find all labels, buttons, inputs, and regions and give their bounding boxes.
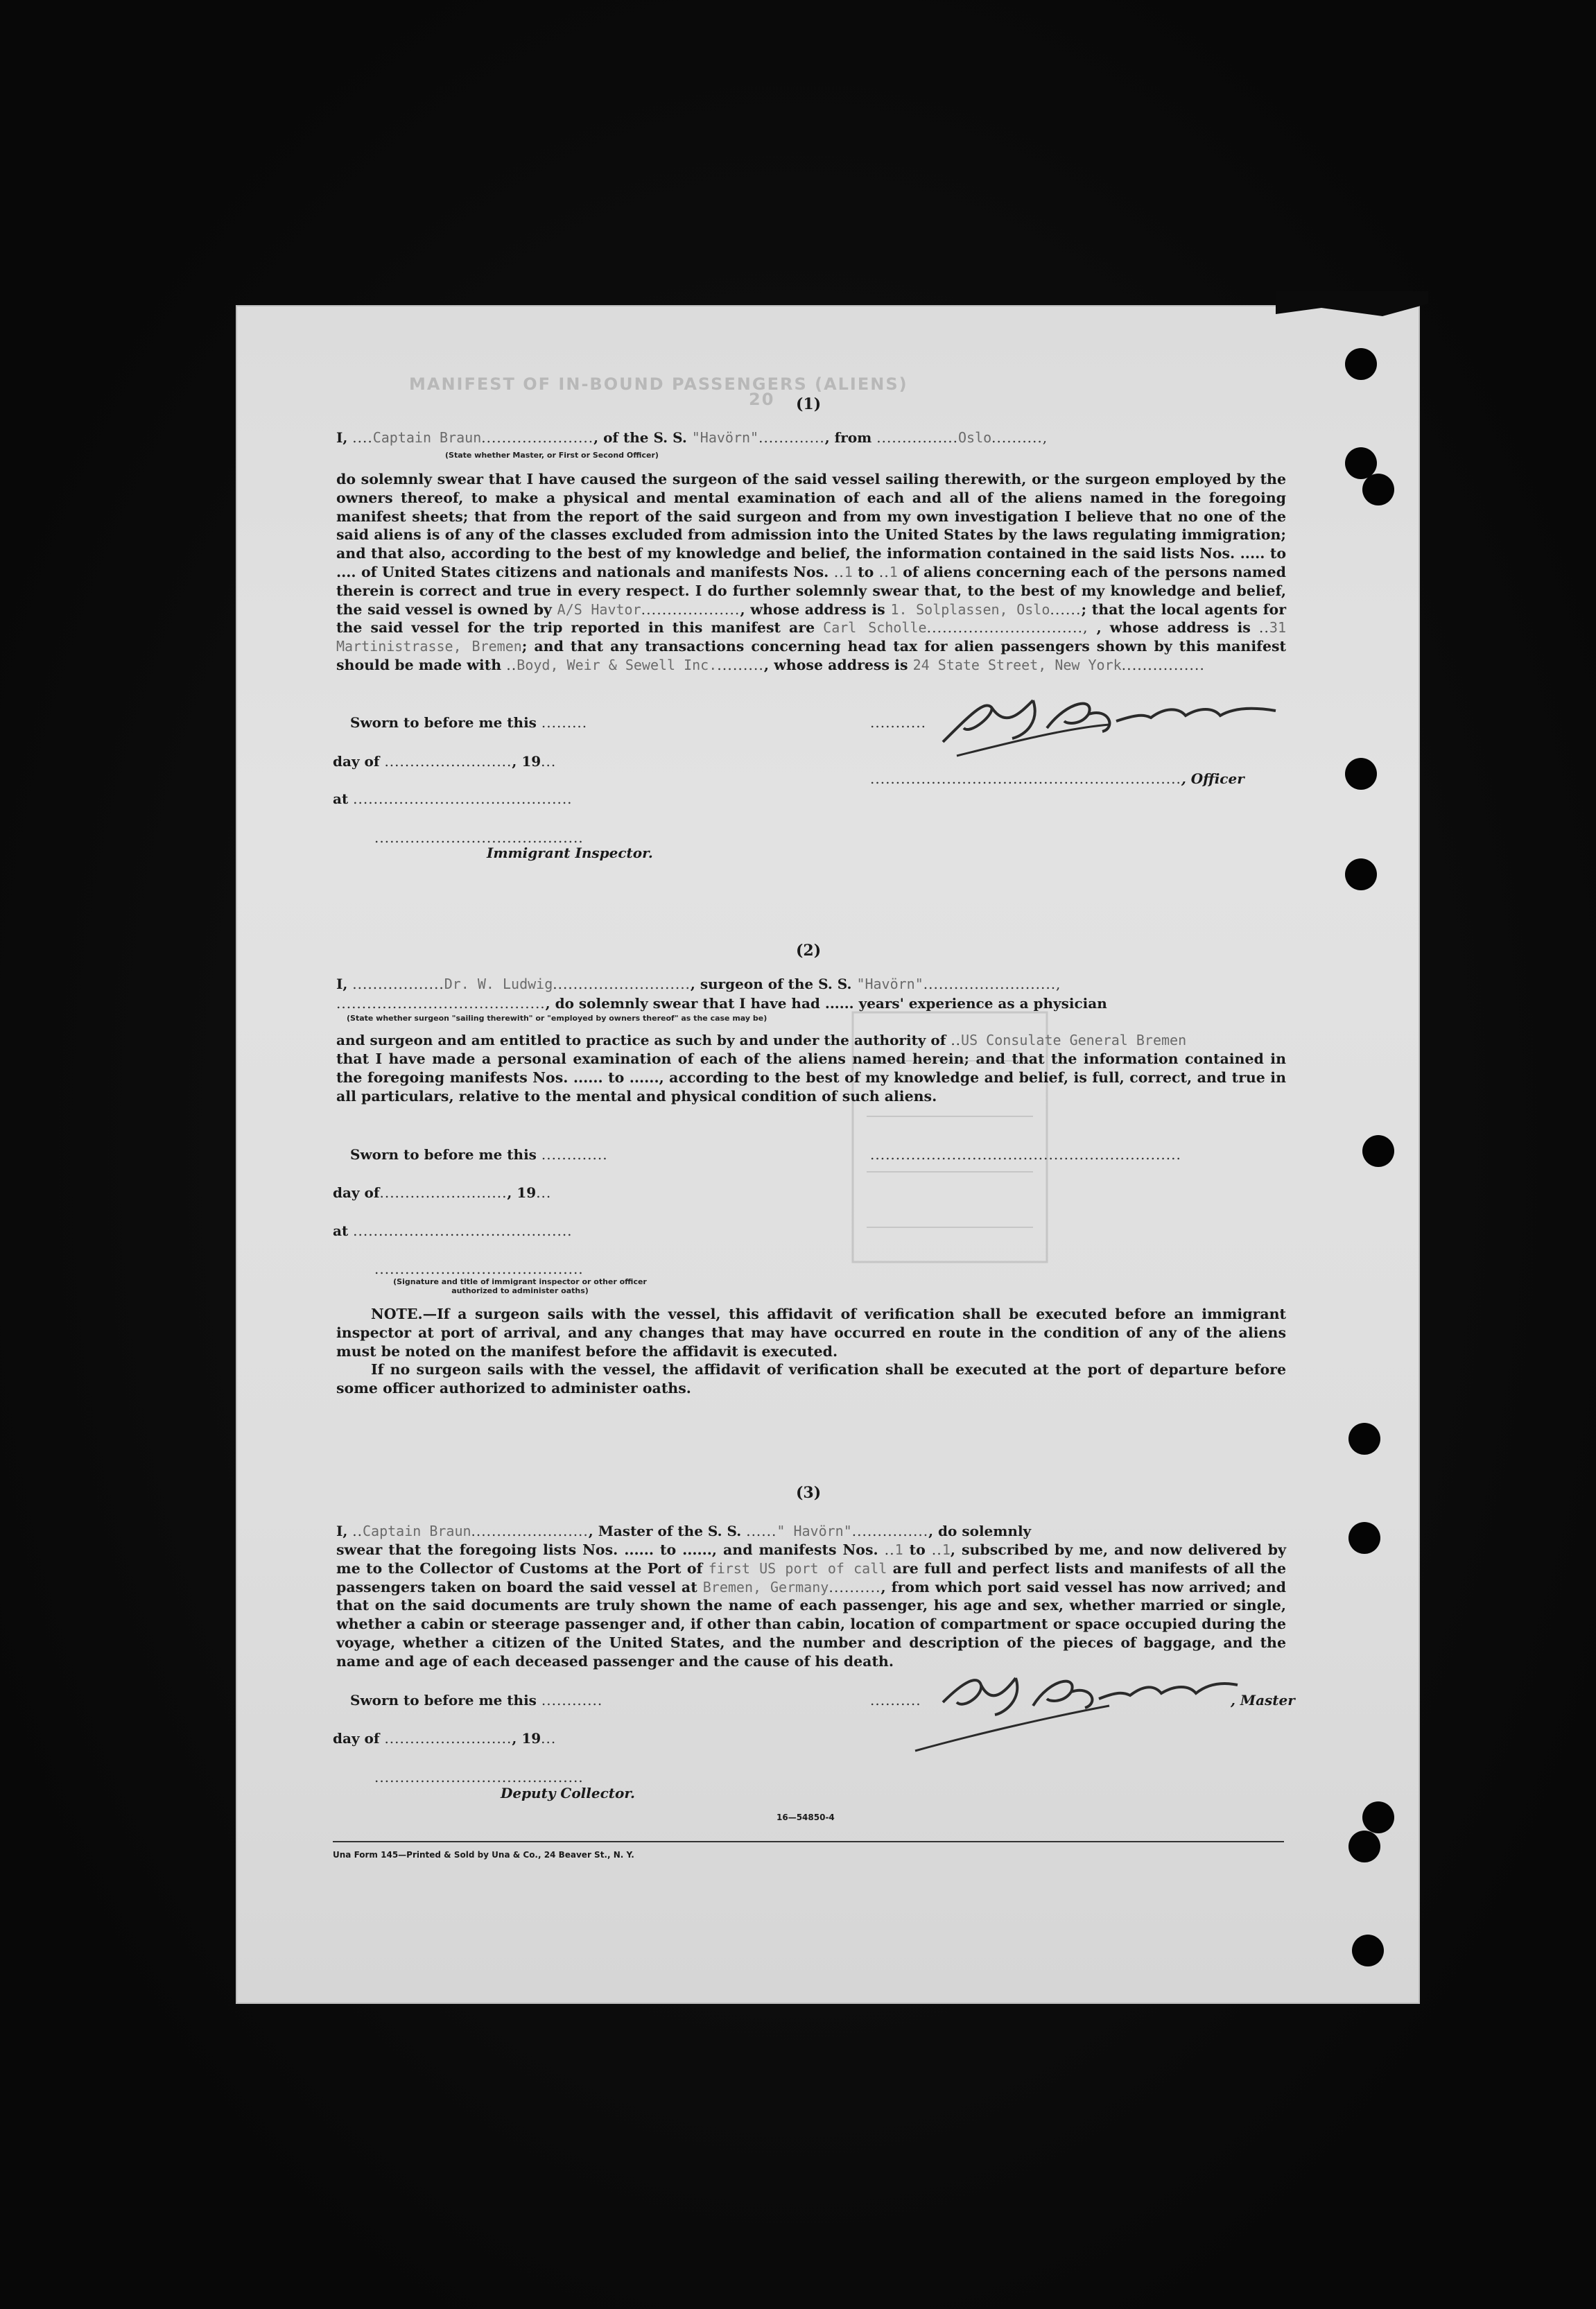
at-label: at xyxy=(333,1222,349,1239)
section-3-oath-body: swear that the foregoing lists Nos. ...... to ......, and manifests Nos. ..1 to ..1, subscribed by me, and now delivered by me to the Collector of Customs at the Port of first US port of call are full and perfect lists and manifests of all the passengers taken on board the said vessel at Bremen, Germany.........., from which port said vessel has now arrived; and that on the said documents are truly shown the name of each passenger, his age and sex, whether married or single, whether a cabin or steerage passenger and, if other than cabin, location of compartment or space occupied during the voyage, whether a citizen of the United States, and the number and description of the pieces of baggage, and the name and age of each deceased passenger and the cause of his death. xyxy=(336,1541,1287,1670)
master-oath-text-c: are full and perfect lists and manifests of all the passengers taken on board the said vessel at xyxy=(336,1559,1286,1595)
section-2-signature-caption: (Signature and title of immigrant inspector or other officer authorized to administer oaths) xyxy=(393,1277,647,1295)
section-3-number: (3) xyxy=(796,1484,822,1502)
punch-hole xyxy=(1348,1831,1380,1862)
label-master-of: , Master of the S. S. xyxy=(588,1523,747,1539)
section-1-declarant-line: I, ....Captain Braun......................, of the S. S. "Havörn"............., from ................Oslo.........., xyxy=(336,429,1048,446)
inspector-caption: Immigrant Inspector. xyxy=(487,845,653,861)
vessel-name: "Havörn" xyxy=(856,976,923,992)
master-oath-text-d: , from which port said vessel has now arrived; and that on the said documents are truly shown the name of each passenger, his age and sex, whether married or single, whether a cabin or steerage passenger and, if other than cabin, location of compartment or space occupied during the voyage, whether a citizen of the United States, and the number and description of the pieces of baggage, and the name and age of each deceased passenger and the cause of his death. xyxy=(336,1578,1286,1670)
vessel-owner: A/S Havtor xyxy=(557,600,641,618)
form-code: 16—54850-4 xyxy=(777,1813,835,1822)
head-tax-address: 24 State Street, New York xyxy=(912,656,1122,673)
label-surgeon-of: , surgeon of the S. S. xyxy=(690,976,857,992)
footer-rule xyxy=(333,1841,1284,1842)
sworn-label: Sworn to before me this xyxy=(350,1146,537,1163)
sworn-line-1: Sworn to before me this ......... xyxy=(350,714,588,731)
surgeon-name: Dr. W. Ludwig xyxy=(444,976,553,992)
section-1-caption: (State whether Master, or First or Second Officer) xyxy=(445,451,659,460)
punch-hole xyxy=(1345,758,1377,790)
punch-hole xyxy=(1345,348,1377,380)
day-of-label: day of xyxy=(333,1184,380,1201)
punch-hole xyxy=(1362,1135,1394,1167)
punch-hole xyxy=(1348,1423,1380,1455)
deputy-collector-caption: Deputy Collector. xyxy=(501,1785,636,1801)
punch-hole xyxy=(1352,1935,1384,1966)
label-to: to xyxy=(903,1541,932,1558)
sworn-line-3: Sworn to before me this ............ xyxy=(350,1692,603,1709)
officer-line: ............................................................., Officer xyxy=(870,770,1244,787)
section-1-oath-body: do solemnly swear that I have caused the surgeon of the said vessel sailing therewith, or the surgeon employed by the owners thereof, to make a physical and mental examination of each and all of the aliens named in the foregoing manifest sheets; that from the report of the said surgeon and from my own investigation I believe that no one of the said aliens is of any of the classes excluded from admission into the United States by the laws regulating immigration; and that also, according to the best of my knowledge and belief, the information contained in the said lists Nos. ..... to .... of United States citizens and nationals and manifests Nos. ..1 to ..1 of aliens concerning each of the persons named therein is correct and true in every respect. I do further solemnly swear that, to the best of my knowledge and belief, the said vessel is owned by A/S Havtor..................., whose address is 1. Solplassen, Oslo......; that the local agents for the said vessel for the trip reported in this manifest are Carl Scholle.............................., , whose address is ..31 Martinistrasse, Bremen; and that any transactions concerning head tax for alien passengers shown by this manifest should be made with ..Boyd, Weir & Sewell Inc.........., whose address is 24 State Street, New York................ xyxy=(336,471,1287,673)
note-text-2: If no surgeon sails with the vessel, the affidavit of verification shall be executed at the port of departure before some officer authorized to administer oaths. xyxy=(336,1361,1286,1397)
master-caption: , Master xyxy=(1231,1692,1295,1709)
oath-text-a: do solemnly swear that I have caused the surgeon of the said vessel sailing therewith, or the surgeon employed by the owners thereof, to make a physical and mental examination of each and all of the aliens named in the foregoing manifest sheets; that from the report of the said surgeon and from my own investigation I believe that no one of the said aliens is of any of the classes excluded from admission into the United States by the laws regulating immigration; and that also, according to the best of my knowledge and belief, the information contained in the said lists Nos. ..... to .... of United States citizens and nationals and manifests Nos. xyxy=(336,471,1286,580)
departure-port: Oslo xyxy=(958,429,992,446)
officer-caption: , Officer xyxy=(1181,770,1244,787)
officer-dots-2: ......................................... xyxy=(374,1261,584,1277)
year-prefix: , 19 xyxy=(512,1730,541,1747)
day-of-line-1: day of ........................., 19... xyxy=(333,753,557,770)
label-of-ss: , of the S. S. xyxy=(593,429,692,446)
at-label: at xyxy=(333,790,349,807)
port-of-arrival: first US port of call xyxy=(708,1559,887,1577)
label-i: I, xyxy=(336,976,353,992)
master-signature-line: .......... xyxy=(870,1692,921,1709)
at-line-1: at ........................................... xyxy=(333,790,573,807)
day-of-line-2: day of........................., 19... xyxy=(333,1184,552,1201)
label-agent-address: , whose address is xyxy=(1096,619,1259,637)
head-tax-text: ; and that any transactions concerning head tax for alien passengers shown by this manifest should be made with xyxy=(336,638,1286,673)
section-2-surgeon-line: I, ..................Dr. W. Ludwig..........................., surgeon of the S. S. "Havörn".........................., xyxy=(336,976,1061,992)
vessel-name: "Havörn" xyxy=(691,429,759,446)
section-2-number: (2) xyxy=(796,942,822,960)
agent-address: 31 Martinistrasse, Bremen xyxy=(336,619,1287,655)
day-of-label: day of xyxy=(333,753,380,770)
agents-text: ; that the local agents for the said vessel for the trip reported in this manifest are xyxy=(336,600,1286,637)
punch-hole xyxy=(1362,1801,1394,1833)
section-2-experience-line: ........................................., do solemnly swear that I have had ...... years' experience as a physician xyxy=(336,995,1107,1012)
section-2-oath-body xyxy=(336,1050,1286,1105)
inspector-dots: ......................................... xyxy=(374,829,584,846)
manifest-no-from: 1 xyxy=(894,1541,903,1558)
port-of-embarkation: Bremen, Germany xyxy=(702,1578,829,1595)
label-owner-address: , whose address is xyxy=(740,600,891,618)
year-prefix: , 19 xyxy=(507,1184,537,1201)
master-name: Captain Braun xyxy=(372,429,482,446)
surgeon-oath-text: that I have made a personal examination of each of the aliens named herein; and that the information contained in the foregoing manifests Nos. ...... to ......, according to the best of my knowledge and belief, is full, correct, and true in all particulars, relative to the mental and physical condition of such aliens. xyxy=(336,1050,1286,1105)
master-oath-text-b: , subscribed by me, and now delivered by me to the Collector of Customs at the Port of xyxy=(336,1541,1287,1577)
manifest-no-to: 1 xyxy=(942,1541,951,1558)
master-oath-text-a: swear that the foregoing lists Nos. ...... to ......, and manifests Nos. xyxy=(336,1541,885,1558)
authority-text: and surgeon and am entitled to practice as such by and under the authority of xyxy=(336,1032,951,1048)
punch-hole xyxy=(1348,1522,1380,1554)
day-of-label: day of xyxy=(333,1730,380,1747)
section-1-number: (1) xyxy=(796,395,822,413)
head-tax-agent: Boyd, Weir & Sewell Inc. xyxy=(517,656,718,673)
section-2-authority-line: and surgeon and am entitled to practice as such by and under the authority of ..US Consulate General Bremen xyxy=(336,1032,1187,1048)
bleed-through-number: 20 xyxy=(749,390,775,409)
bleed-through-header: MANIFEST OF IN-BOUND PASSENGERS (ALIENS) xyxy=(409,374,908,394)
punch-hole xyxy=(1362,474,1394,505)
year-prefix: , 19 xyxy=(512,753,541,770)
licensing-authority: US Consulate General Bremen xyxy=(961,1032,1187,1048)
signature-dots-1: ........... xyxy=(870,714,926,731)
printer-imprint: Una Form 145—Printed & Sold by Una & Co., 24 Beaver St., N. Y. xyxy=(333,1850,634,1860)
at-line-2: at ........................................... xyxy=(333,1222,573,1239)
note-text-1: —If a surgeon sails with the vessel, this affidavit of verification shall be executed before an immigrant inspector at port of arrival, and any changes that may have occurred en route in the condition of any of the aliens must be noted on the manifest before the affidavit is executed. xyxy=(336,1306,1286,1360)
section-3-master-line: I, ..Captain Braun......................., Master of the S. S. ......" Havörn"..............., do solemnly xyxy=(336,1523,1032,1539)
label-i: I, xyxy=(336,429,353,446)
label-to: to xyxy=(852,563,879,580)
manifest-no-to: 1 xyxy=(889,563,898,580)
section-2-caption: (State whether surgeon "sailing therewith" or "employed by owners thereof" as the case may be) xyxy=(347,1014,767,1023)
sworn-label: Sworn to before me this xyxy=(350,1692,537,1709)
vessel-name: " Havörn" xyxy=(777,1523,852,1539)
sworn-line-2: Sworn to before me this ............. xyxy=(350,1146,608,1163)
master-name: Captain Braun xyxy=(363,1523,471,1539)
label-from: , from xyxy=(824,429,877,446)
sworn-label: Sworn to before me this xyxy=(350,714,537,731)
owner-address: 1. Solplassen, Oslo xyxy=(890,600,1050,618)
note-label: NOTE. xyxy=(371,1306,423,1322)
captain-signature-2 xyxy=(901,1661,1248,1761)
signature-dots-2: ............................................................. xyxy=(870,1146,1181,1163)
day-of-line-3: day of ........................., 19... xyxy=(333,1730,557,1747)
experience-text: , do solemnly swear that I have had ...... years' experience as a physician xyxy=(545,995,1107,1012)
label-solemnly: , do solemnly xyxy=(928,1523,1032,1539)
label-tax-address: , whose address is xyxy=(763,656,908,673)
manifest-no-from: 1 xyxy=(844,563,853,580)
local-agent: Carl Scholle xyxy=(823,619,927,637)
collector-dots: ......................................... xyxy=(374,1769,584,1785)
captain-signature-1 xyxy=(929,686,1290,766)
note-paragraph xyxy=(336,1305,1286,1398)
oath-text-b: of aliens concerning each of the persons named therein is correct and true in every respect. I do further solemnly swear that, to the best of my knowledge and belief, the said vessel is owned by xyxy=(336,563,1286,618)
punch-hole xyxy=(1345,858,1377,890)
label-i: I, xyxy=(336,1523,353,1539)
